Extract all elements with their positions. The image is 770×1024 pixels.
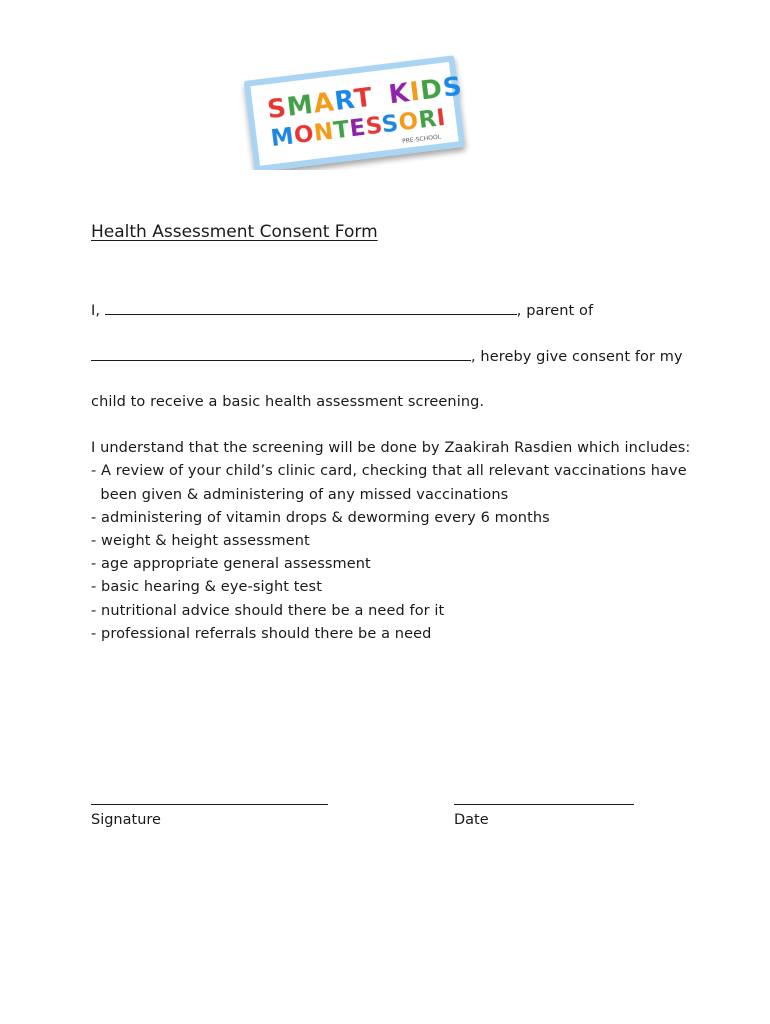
list-item: - nutritional advice should there be a need for it bbox=[91, 603, 445, 619]
understand-line: I understand that the screening will be done by Zaakirah Rasdien which includes: bbox=[91, 440, 691, 456]
list-item: - basic hearing & eye-sight test bbox=[91, 579, 322, 595]
date-label: Date bbox=[454, 812, 489, 828]
child-suffix: , hereby give consent for my bbox=[471, 349, 683, 365]
intro-suffix: , parent of bbox=[516, 303, 594, 319]
child-line bbox=[91, 346, 683, 365]
date-field[interactable] bbox=[454, 803, 634, 805]
intro-line bbox=[91, 300, 593, 319]
consent-line: child to receive a basic health assessment screening. bbox=[91, 394, 485, 410]
list-item: - professional referrals should there be a need bbox=[91, 626, 432, 642]
form-title: Health Assessment Consent Form bbox=[91, 222, 378, 242]
svg-text:PRE-SCHOOL: PRE-SCHOOL bbox=[401, 133, 442, 146]
child-name-field[interactable] bbox=[91, 346, 471, 361]
list-item: been given & administering of any missed vaccinations bbox=[91, 487, 509, 503]
list-item: - age appropriate general assessment bbox=[91, 556, 371, 572]
list-item: - administering of vitamin drops & deworming every 6 months bbox=[91, 510, 550, 526]
parent-name-field[interactable] bbox=[105, 300, 517, 315]
signature-field[interactable] bbox=[91, 803, 328, 805]
intro-prefix: I, bbox=[91, 303, 105, 319]
signature-label: Signature bbox=[91, 812, 161, 828]
svg-text:SMART KIDS: SMART KIDS bbox=[265, 71, 465, 126]
svg-text:MONTESSORI: MONTESSORI bbox=[269, 104, 448, 153]
school-logo bbox=[228, 50, 478, 170]
list-item: - weight & height assessment bbox=[91, 533, 310, 549]
list-item: - A review of your child’s clinic card, checking that all relevant vaccinations have bbox=[91, 463, 687, 479]
school-logo-graphic bbox=[228, 50, 478, 170]
